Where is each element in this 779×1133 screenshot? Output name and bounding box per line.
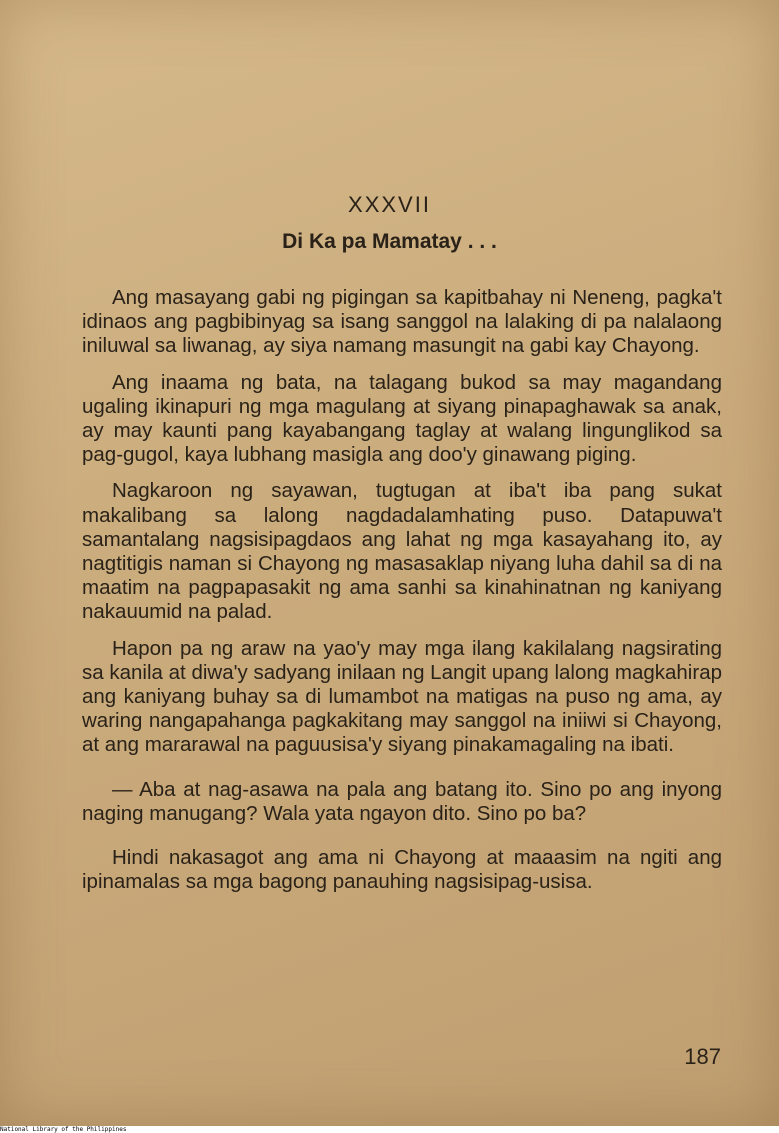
paragraph: Ang masayang gabi ng pigingan sa kapitbahay ni Neneng, pagka't idinaos ang pagbibinyag sa isang sanggol na lalaking di pa nalalaong iniluwal sa liwanag, ay siya namang masungit na gabi kay Chayong. bbox=[82, 286, 722, 358]
paragraph: Nagkaroon ng sayawan, tugtugan at iba't iba pang sukat makalibang sa lalong nagdadalamhating puso. Datapuwa't samantalang nagsisipagdaos ang lahat ng mga kasayahang ito, ay nagtitigis naman si Chayong ng masasaklap niyang luha dahil sa di na maatim na pagpapasakit ng ama sanhi sa kinahinatnan ng kaniyang nakauumid na palad. bbox=[82, 479, 722, 624]
paragraph: Ang inaama ng bata, na talagang bukod sa may magandang ugaling ikinapuri ng mga magulang at siyang pinapaghawak sa anak, ay may kaunti pang kayabangang taglay at walang lingunglikod sa pag-gugol, kaya lubhang masigla ang doo'y ginawang piging. bbox=[82, 370, 722, 467]
body-text bbox=[82, 286, 722, 906]
chapter-number: XXXVII bbox=[348, 192, 431, 217]
library-credit: National Library of the Philippines bbox=[0, 1126, 127, 1133]
dialogue-paragraph: — Aba at nag-asawa na pala ang batang ito. Sino po ang inyong naging manugang? Wala yata ngayon dito. Sino po ba? bbox=[82, 777, 722, 825]
page-number: 187 bbox=[684, 1044, 721, 1069]
paragraph: Hindi nakasagot ang ama ni Chayong at maaasim na ngiti ang ipinamalas sa mga bagong panauhing nagsisipag-usisa. bbox=[82, 846, 722, 894]
chapter-title: Di Ka pa Mamatay . . . bbox=[282, 230, 497, 253]
paragraph: Hapon pa ng araw na yao'y may mga ilang kakilalang nagsirating sa kanila at diwa'y sadyang inilaan ng Langit upang lalong magkahirap ang kaniyang buhay sa di lumambot na matigas na puso ng ama, ay waring nangapahanga pagkakitang may sanggol na iniiwi si Chayong, at ang mararawal na paguusisa'y siyang pinakamagaling na ibati. bbox=[82, 636, 722, 757]
